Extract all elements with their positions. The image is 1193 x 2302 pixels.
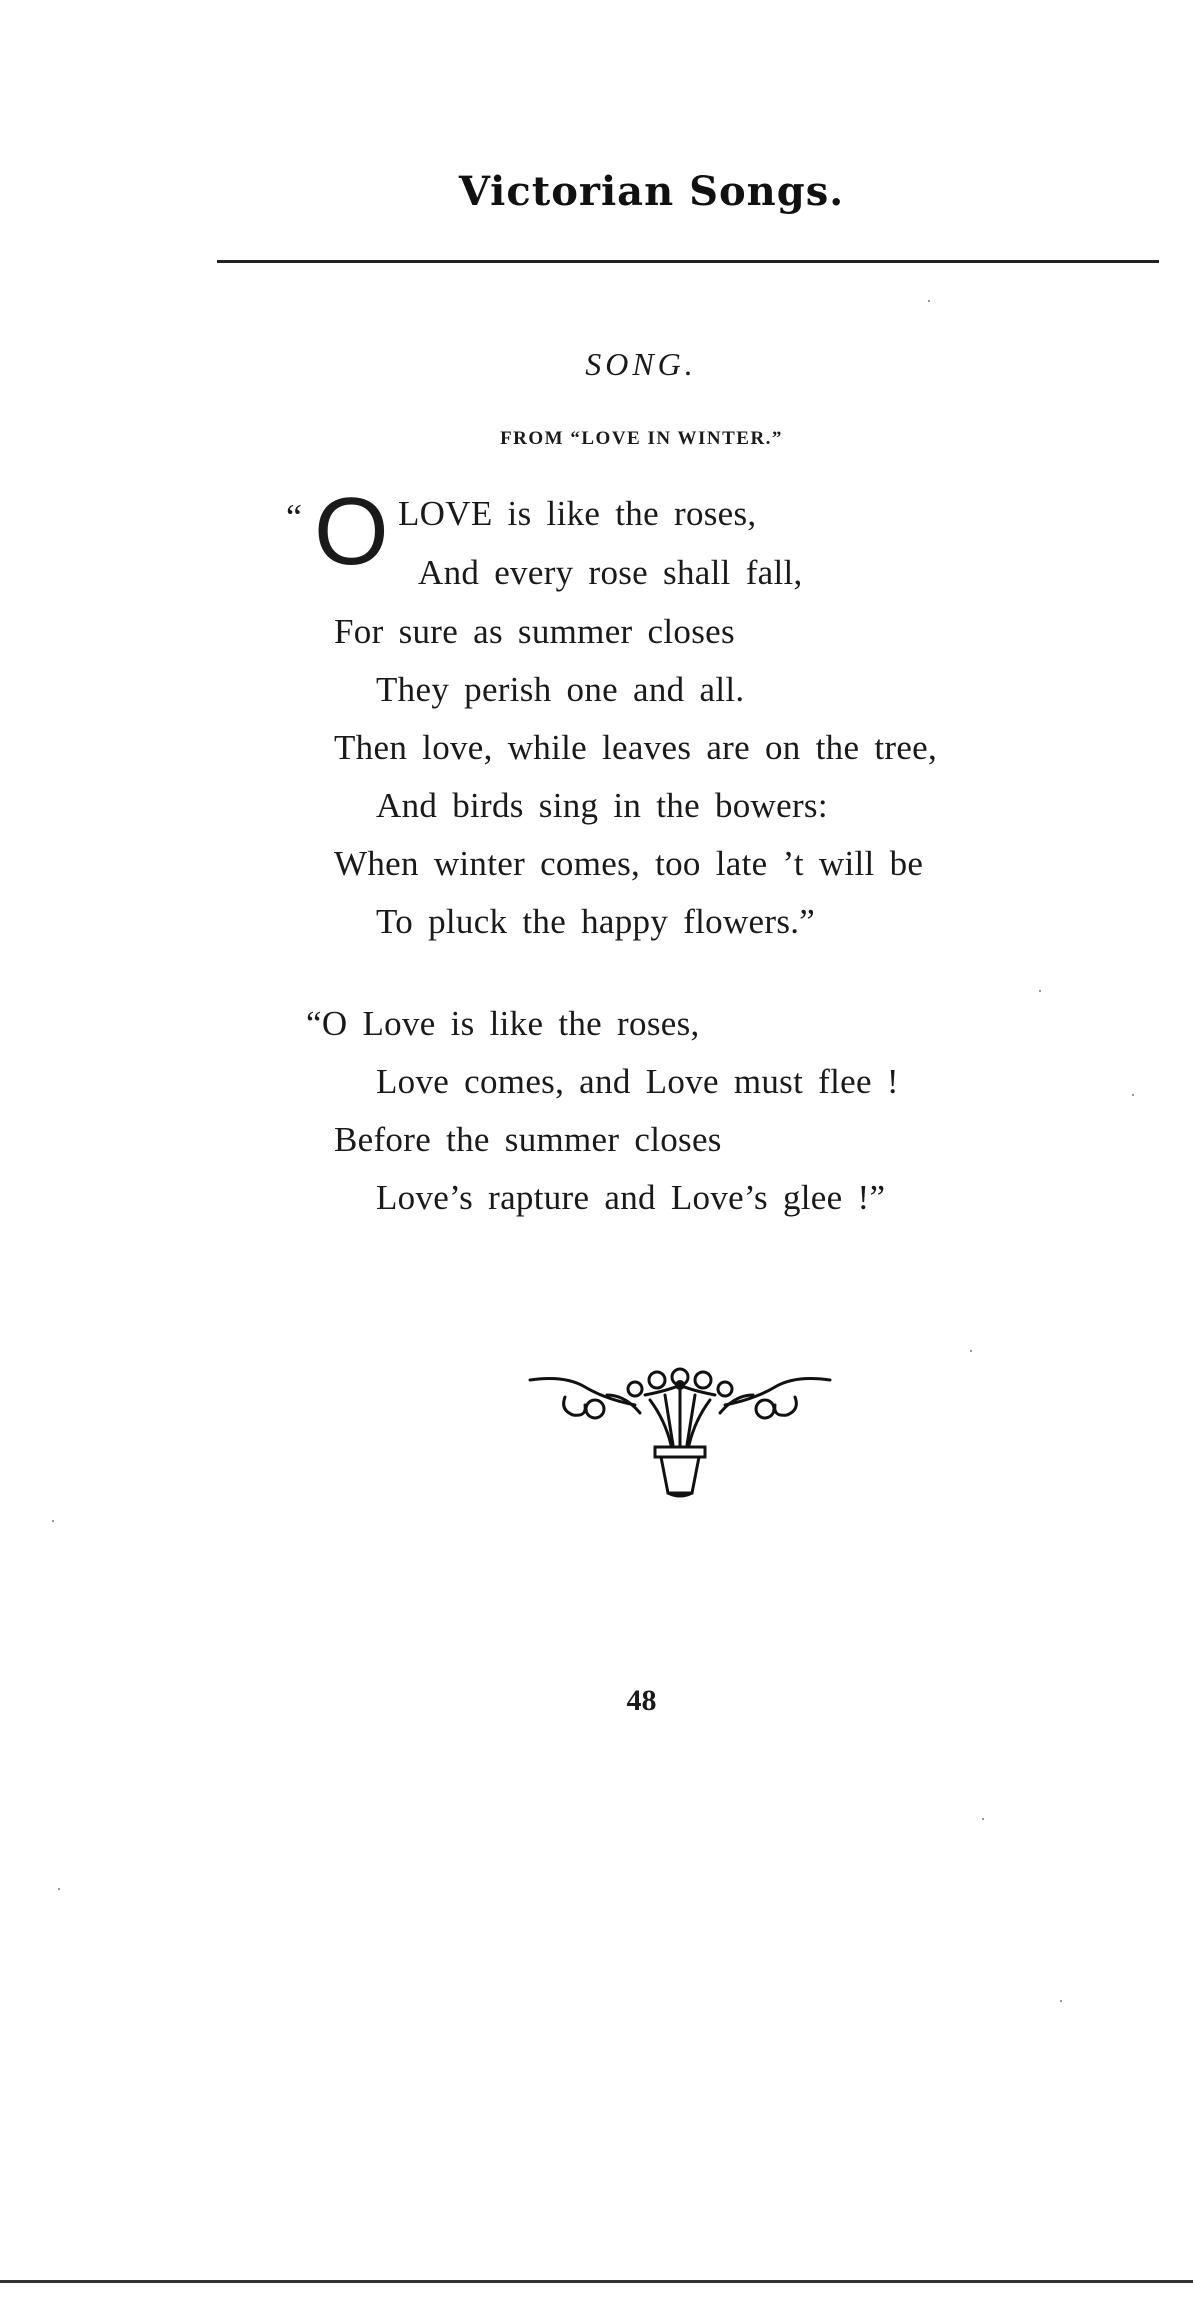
header-rule <box>217 260 1159 263</box>
poem-line: Love comes, and Love must flee ! <box>376 1062 899 1101</box>
page-number: 48 <box>626 1684 657 1717</box>
paper-speck <box>1060 2000 1062 2002</box>
paper-speck <box>1039 990 1041 992</box>
flower-pot-ornament-icon <box>525 1365 835 1515</box>
poem-line: And every rose shall fall, <box>418 553 803 592</box>
bottom-edge-rule <box>0 2280 1193 2283</box>
poem-line: For sure as summer closes <box>334 612 735 651</box>
poem-line: Love’s rapture and Love’s glee !” <box>376 1178 886 1217</box>
poem-line: LOVE is like the roses, <box>398 494 757 533</box>
poem-source: FROM “LOVE IN WINTER.” <box>500 428 783 449</box>
poem-line: “O Love is like the roses, <box>306 1004 700 1043</box>
poem-line: When winter comes, too late ’t will be <box>334 844 924 883</box>
paper-speck <box>52 1520 54 1522</box>
poem-line: And birds sing in the bowers: <box>376 786 828 825</box>
poem-line: They perish one and all. <box>376 670 745 709</box>
paper-speck <box>982 1818 984 1820</box>
paper-speck <box>58 1888 60 1890</box>
paper-speck <box>928 300 930 302</box>
poem-title: SONG. <box>585 346 697 382</box>
poem-line: Then love, while leaves are on the tree, <box>334 728 938 767</box>
poem-line: Before the summer closes <box>334 1120 722 1159</box>
paper-speck <box>970 1350 972 1352</box>
poem-line: To pluck the happy flowers.” <box>376 902 816 941</box>
running-head: Victorian Songs. <box>458 168 845 215</box>
drop-cap-letter: O <box>314 478 389 585</box>
opening-quote: “ <box>286 497 302 537</box>
paper-speck <box>1132 1094 1134 1096</box>
